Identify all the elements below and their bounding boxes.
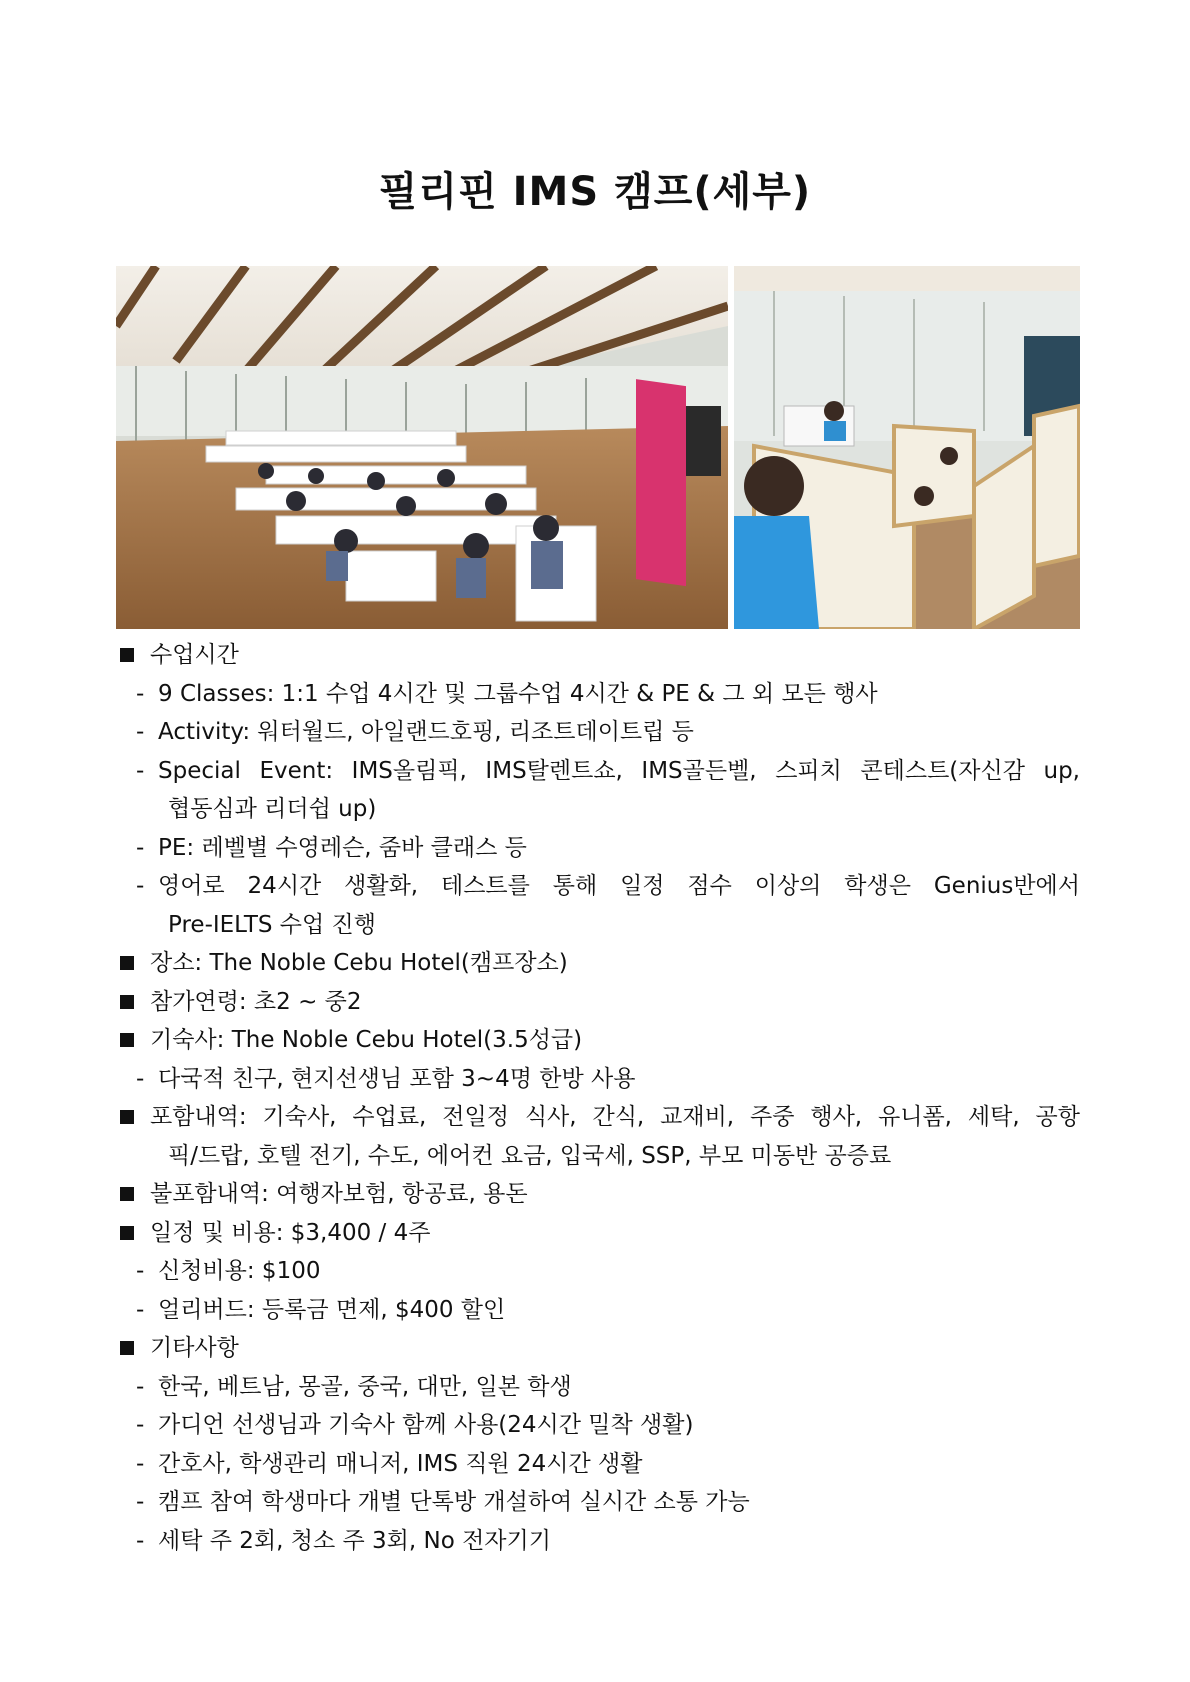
square-bullet-icon xyxy=(120,1341,134,1355)
list-item-text: PE: 레벨별 수영레슨, 줌바 클래스 등 xyxy=(158,834,527,861)
section-place xyxy=(116,944,1080,983)
section-heading: 장소: The Noble Cebu Hotel(캠프장소) xyxy=(150,950,568,976)
section-heading-continuation: 픽/드랍, 호텔 전기, 수도, 에어컨 요금, 입국세, SSP, 부모 미동반 공증료 xyxy=(168,1142,892,1169)
list-item-text: 캠프 참여 학생마다 개별 단톡방 개설하여 실시간 소통 가능 xyxy=(158,1489,750,1515)
section-heading: 기타사항 xyxy=(150,1335,239,1361)
list-item xyxy=(116,752,1080,791)
dash-marker: - xyxy=(136,1450,145,1477)
list-item-text: 세탁 주 2회, 청소 주 3회, No 전자기기 xyxy=(158,1527,551,1554)
list-item-text: 가디언 선생님과 기숙사 함께 사용(24시간 밀착 생활) xyxy=(158,1412,694,1438)
section-heading: 불포함내역: 여행자보험, 항공료, 용돈 xyxy=(150,1181,528,1207)
list-item xyxy=(116,1406,1080,1445)
list-item-text: Activity: 워터월드, 아일랜드호핑, 리조트데이트립 등 xyxy=(158,719,694,745)
section-heading: 일정 및 비용: $3,400 / 4주 xyxy=(150,1219,431,1246)
dash-marker: - xyxy=(136,1373,145,1400)
list-item-text: 다국적 친구, 현지선생님 포함 3~4명 한방 사용 xyxy=(158,1065,636,1092)
list-item xyxy=(116,1291,1080,1330)
square-bullet-icon xyxy=(120,1110,134,1124)
dash-marker: - xyxy=(136,1527,145,1554)
dash-marker: - xyxy=(136,873,145,899)
list-item-text: Pre-IELTS 수업 진행 xyxy=(168,911,376,938)
dash-marker: - xyxy=(136,834,145,861)
list-item xyxy=(116,1368,1080,1407)
info-list xyxy=(116,636,1080,1560)
section-heading: 참가연령: 초2 ~ 중2 xyxy=(150,988,362,1015)
section-age xyxy=(116,983,1080,1022)
square-bullet-icon xyxy=(120,1226,134,1240)
square-bullet-icon xyxy=(120,956,134,970)
dash-marker: - xyxy=(136,1489,145,1515)
list-item xyxy=(116,829,1080,868)
section-schedule xyxy=(116,1214,1080,1253)
square-bullet-icon xyxy=(120,648,134,662)
list-item-text: 얼리버드: 등록금 면제, $400 할인 xyxy=(158,1296,506,1323)
dash-marker: - xyxy=(136,1412,145,1438)
square-bullet-icon xyxy=(120,1187,134,1201)
list-item xyxy=(116,675,1080,714)
list-item-text: 간호사, 학생관리 매니저, IMS 직원 24시간 생활 xyxy=(158,1450,643,1477)
section-heading: 수업시간 xyxy=(150,642,239,668)
list-item xyxy=(116,1522,1080,1561)
square-bullet-icon xyxy=(120,1033,134,1047)
list-item-text: 한국, 베트남, 몽골, 중국, 대만, 일본 학생 xyxy=(158,1373,572,1400)
list-item-text: 신청비용: $100 xyxy=(158,1258,321,1284)
classroom-photo-hall xyxy=(116,266,728,629)
list-item-text: 협동심과 리더쉽 up) xyxy=(168,796,377,822)
list-item xyxy=(116,1483,1080,1522)
section-included xyxy=(116,1098,1080,1137)
dash-marker: - xyxy=(136,1296,145,1323)
list-item xyxy=(116,1060,1080,1099)
list-item xyxy=(116,713,1080,752)
dash-marker: - xyxy=(136,719,145,745)
list-item-text: 9 Classes: 1:1 수업 4시간 및 그룹수업 4시간 & PE & 그 외 모든 행사 xyxy=(158,680,878,707)
section-excluded xyxy=(116,1175,1080,1214)
classroom-photo-booths xyxy=(734,266,1080,629)
list-item xyxy=(116,867,1080,906)
section-dorm xyxy=(116,1021,1080,1060)
dash-marker: - xyxy=(136,1065,145,1092)
dash-marker: - xyxy=(136,680,145,707)
photo-strip xyxy=(116,266,1080,629)
section-heading: 포함내역: 기숙사, 수업료, 전일정 식사, 간식, 교재비, 주중 행사, 유니폼, 세탁, 공항 xyxy=(150,1104,1080,1130)
list-item-text: 영어로 24시간 생활화, 테스트를 통해 일정 점수 이상의 학생은 Genius반에서 xyxy=(158,873,1080,899)
section-etc xyxy=(116,1329,1080,1368)
list-item-continuation xyxy=(116,906,1080,945)
page-title: 필리핀 IMS 캠프(세부) xyxy=(378,169,812,215)
section-heading: 기숙사: The Noble Cebu Hotel(3.5성급) xyxy=(150,1027,583,1053)
list-item xyxy=(116,1252,1080,1291)
list-item-text: Special Event: IMS올림픽, IMS탈렌트쇼, IMS골든벨, 스피치 콘테스트(자신감 up, xyxy=(158,757,1080,784)
list-item xyxy=(116,1445,1080,1484)
section-class-time xyxy=(116,636,1080,675)
list-item-continuation xyxy=(116,790,1080,829)
square-bullet-icon xyxy=(120,995,134,1009)
section-continuation xyxy=(116,1137,1080,1176)
dash-marker: - xyxy=(136,1258,145,1284)
dash-marker: - xyxy=(136,757,145,784)
